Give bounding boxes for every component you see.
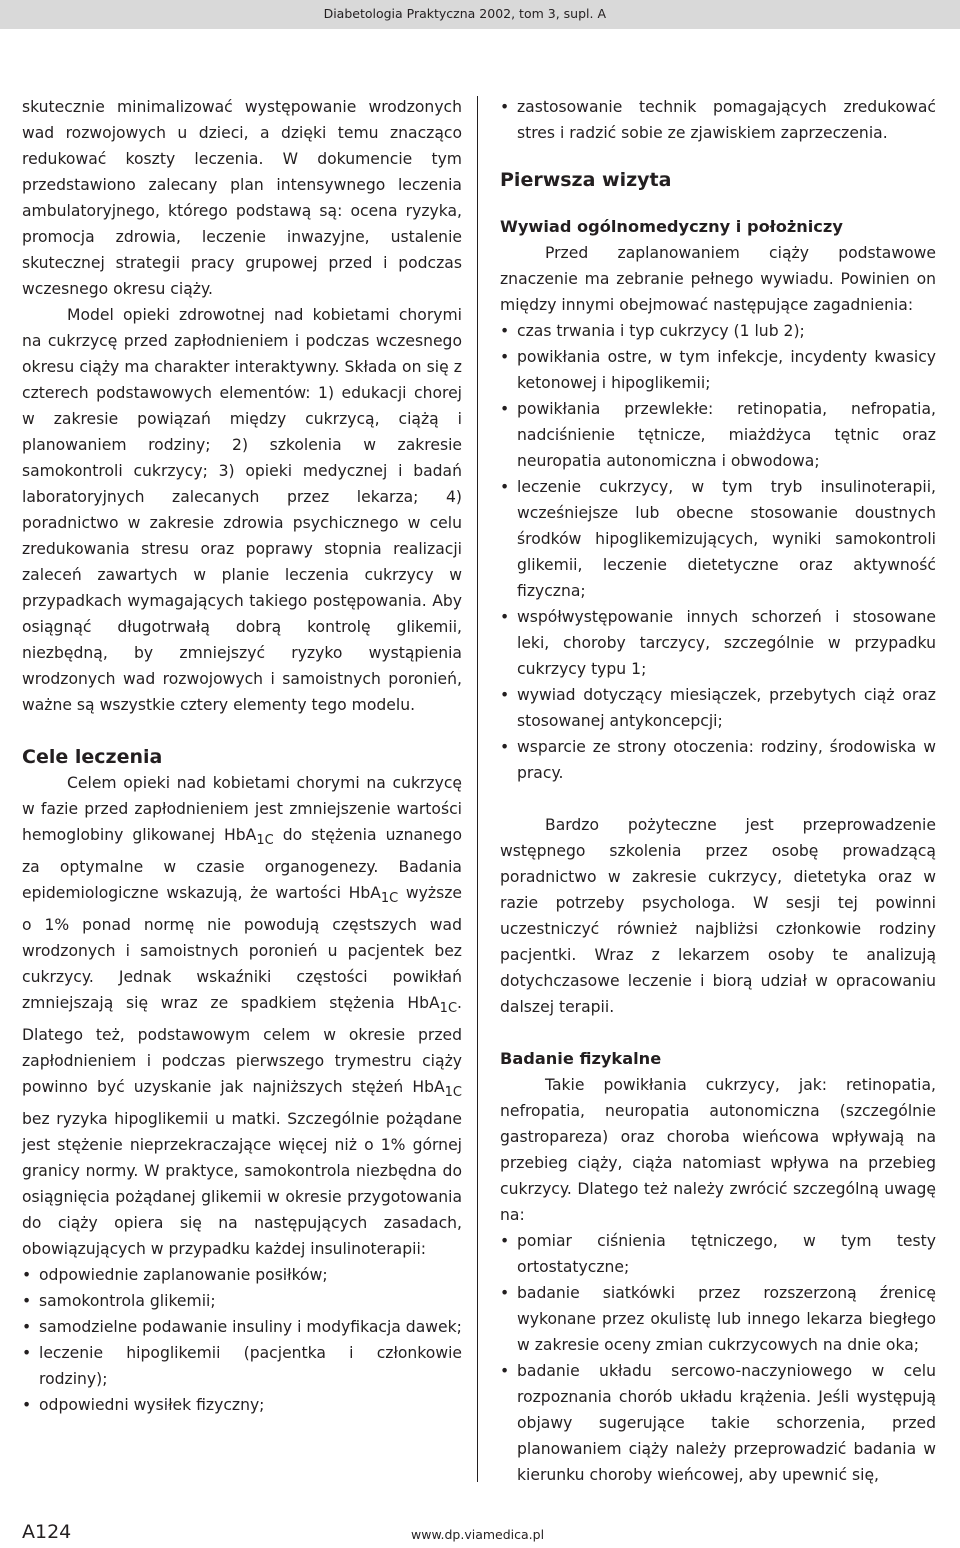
exam-paragraph: Takie powikłania cukrzycy, jak: retinopatia, nefropatia, neuropatia autonomiczna (szczególnie gastropareza) oraz choroba wieńcowa wpływają na przebieg ciąży, ciąża natomiast wpływa na przebieg cukrzycy. Dlatego też należy zwrócić szczególną uwagę na:	[500, 1076, 936, 1224]
training-paragraph: Bardzo pożyteczne jest przeprowadzenie wstępnego szkolenia przez osobę prowadzącą poradnictwo w zakresie cukrzycy, dietetyka oraz w razie potrzeby psychologa. W sesji tej powinni uczestniczyć również najbliżsi członkowie rodziny pacjentki. Wraz z lekarzem osoby te analizują dotychczasowe leczenie i biorą udział w opracowaniu dalszej terapii.	[500, 816, 936, 1016]
list-item: • badanie siatkówki przez rozszerzoną źrenicę wykonane przez okulistę lub innego lekarza biegłego w zakresie oceny zmian cukrzycowych na dnie oka;	[500, 1280, 936, 1358]
goals-paragraph: Celem opieki nad kobietami chorymi na cukrzycę w fazie przed zapłodnieniem jest zmniejszenie wartości hemoglobiny glikowanej HbA$_{1C}$ do stężenia uznanego za optymalne w czasie organogenezy. Badania epidemiologiczne wskazują, że wartości HbA$_{1C}$ wyższe o 1% ponad normę nie powodują częstszych wad wrodzonych i samoistnych poronień u pacjentek bez cukrzycy. Jednak wskaźniki częstości powikłań zmniejszają się wraz ze spadkiem stężenia HbA$_{1C}$. Dlatego też, podstawowym celem w okresie przed zapłodnieniem i podczas pierwszego trymestru ciąży powinno być uzyskanie jak najniższych stężeń HbA$_{1C}$ bez ryzyka hipoglikemii u matki. Szczególnie pożądane jest stężenie nieprzekraczające więcej niż o 1% górnej granicy normy. W praktyce, samokontrola niezbędna do osiągnięcia pożądanej glikemii w okresie przygotowania do ciąży opiera się na następujących zasadach, obowiązujących w przypadku każdej insulinoterapii:	[22, 774, 462, 1259]
subheading-physical-exam: Badanie fizykalne	[500, 1049, 662, 1068]
heading-treatment-goals: Cele leczenia	[22, 746, 163, 768]
list-item: • odpowiedni wysiłek fizyczny;	[22, 1392, 462, 1418]
exam-list	[500, 1228, 936, 1488]
subscript-1c: 1C	[380, 891, 399, 907]
journal-title: Diabetologia Praktyczna 2002, tom 3, supl. A	[323, 6, 606, 21]
running-header	[0, 0, 960, 29]
subscript-1c: 1C	[439, 1001, 458, 1017]
list-item: • odpowiednie zaplanowanie posiłków;	[22, 1262, 462, 1288]
list-item: • współwystępowanie innych schorzeń i stosowane leki, choroby tarczycy, szczególnie w przypadku cukrzycy typu 1;	[500, 604, 936, 682]
left-paragraph-2: Model opieki zdrowotnej nad kobietami chorymi na cukrzycę przed zapłodnieniem i podczas wczesnego okresu ciąży ma charakter interaktywny. Składa on się z czterech podstawowych elementów: 1) edukacji chorej w zakresie powiązań między cukrzycą, ciążą i planowaniem rodziny; 2) szkolenia w zakresie samokontroli cukrzycy; 3) opieki medycznej i badań laboratoryjnych zalecanych przez lekarza; 4) poradnictwo w zakresie zdrowia psychicznego w celu zredukowania stresu oraz poprawy stopnia realizacji zaleceń zawartych w planie leczenia cukrzycy w przypadkach wymagających takiego postępowania. Aby osiągnąć długotrwałą dobrą kontrolę glikemii, niezbędną, by zmniejszyć ryzyko wystąpienia wrodzonych wad rozwojowych i samoistnych poronień, ważne są wszystkie cztery elementy tego modelu.	[22, 306, 462, 714]
stress-list	[500, 94, 936, 146]
left-column	[22, 94, 462, 1418]
left-paragraph-1: skutecznie minimalizować występowanie wrodzonych wad rozwojowych u dzieci, a dzięki temu znacząco redukować koszty leczenia. W dokumencie tym przedstawiono zalecany plan intensywnego leczenia ambulatoryjnego, którego podstawą są: ocena ryzyka, promocja zdrowia, leczenie inwazyjne, ustalenie skutecznej strategii pracy grupowej przed i podczas wczesnego okresu ciąży.	[22, 98, 462, 298]
list-item: • badanie układu sercowo-naczyniowego w celu rozpoznania chorób układu krążenia. Jeśli występują objawy sugerujące takie schorzenia, przed planowaniem ciąży należy przeprowadzić badania w kierunku choroby wieńcowej, aby upewnić się,	[500, 1358, 936, 1488]
self-control-list	[22, 1262, 462, 1418]
list-item: • powikłania przewlekłe: retinopatia, nefropatia, nadciśnienie tętnicze, miażdżyca tętnic oraz neuropatia autonomiczna i obwodowa;	[500, 396, 936, 474]
list-item: • powikłania ostre, w tym infekcje, incydenty kwasicy ketonowej i hipoglikemii;	[500, 344, 936, 396]
subscript-1c: 1C	[444, 1085, 462, 1101]
right-column	[500, 94, 936, 1488]
list-item: • leczenie cukrzycy, w tym tryb insulinoterapii, wcześniejsze lub obecne stosowanie doustnych środków hipoglikemizujących, wyniki samokontroli glikemii, leczenie dietetyczne oraz aktywność fizyczna;	[500, 474, 936, 604]
subheading-medical-history: Wywiad ogólnomedyczny i położniczy	[500, 217, 843, 236]
history-list	[500, 318, 936, 786]
column-divider	[477, 96, 478, 1482]
list-item: • samodzielne podawanie insuliny i modyfikacja dawek;	[22, 1314, 462, 1340]
footer-url: www.dp.viamedica.pl	[411, 1527, 545, 1542]
list-item: • zastosowanie technik pomagających zredukować stres i radzić sobie ze zjawiskiem zaprzeczenia.	[500, 94, 936, 146]
list-item: • leczenie hipoglikemii (pacjentka i członkowie rodziny);	[22, 1340, 462, 1392]
heading-first-visit: Pierwsza wizyta	[500, 169, 672, 191]
list-item: • wywiad dotyczący miesiączek, przebytych ciąż oraz stosowanej antykoncepcji;	[500, 682, 936, 734]
list-item: • wsparcie ze strony otoczenia: rodziny, środowiska w pracy.	[500, 734, 936, 786]
history-paragraph: Przed zaplanowaniem ciąży podstawowe znaczenie ma zebranie pełnego wywiadu. Powinien on między innymi obejmować następujące zagadnienia:	[500, 244, 936, 314]
list-item: • samokontrola glikemii;	[22, 1288, 462, 1314]
list-item: • pomiar ciśnienia tętniczego, w tym testy ortostatyczne;	[500, 1228, 936, 1280]
subscript-1c: 1C	[256, 833, 274, 849]
page-number: A124	[22, 1521, 72, 1543]
list-item: • czas trwania i typ cukrzycy (1 lub 2);	[500, 318, 936, 344]
